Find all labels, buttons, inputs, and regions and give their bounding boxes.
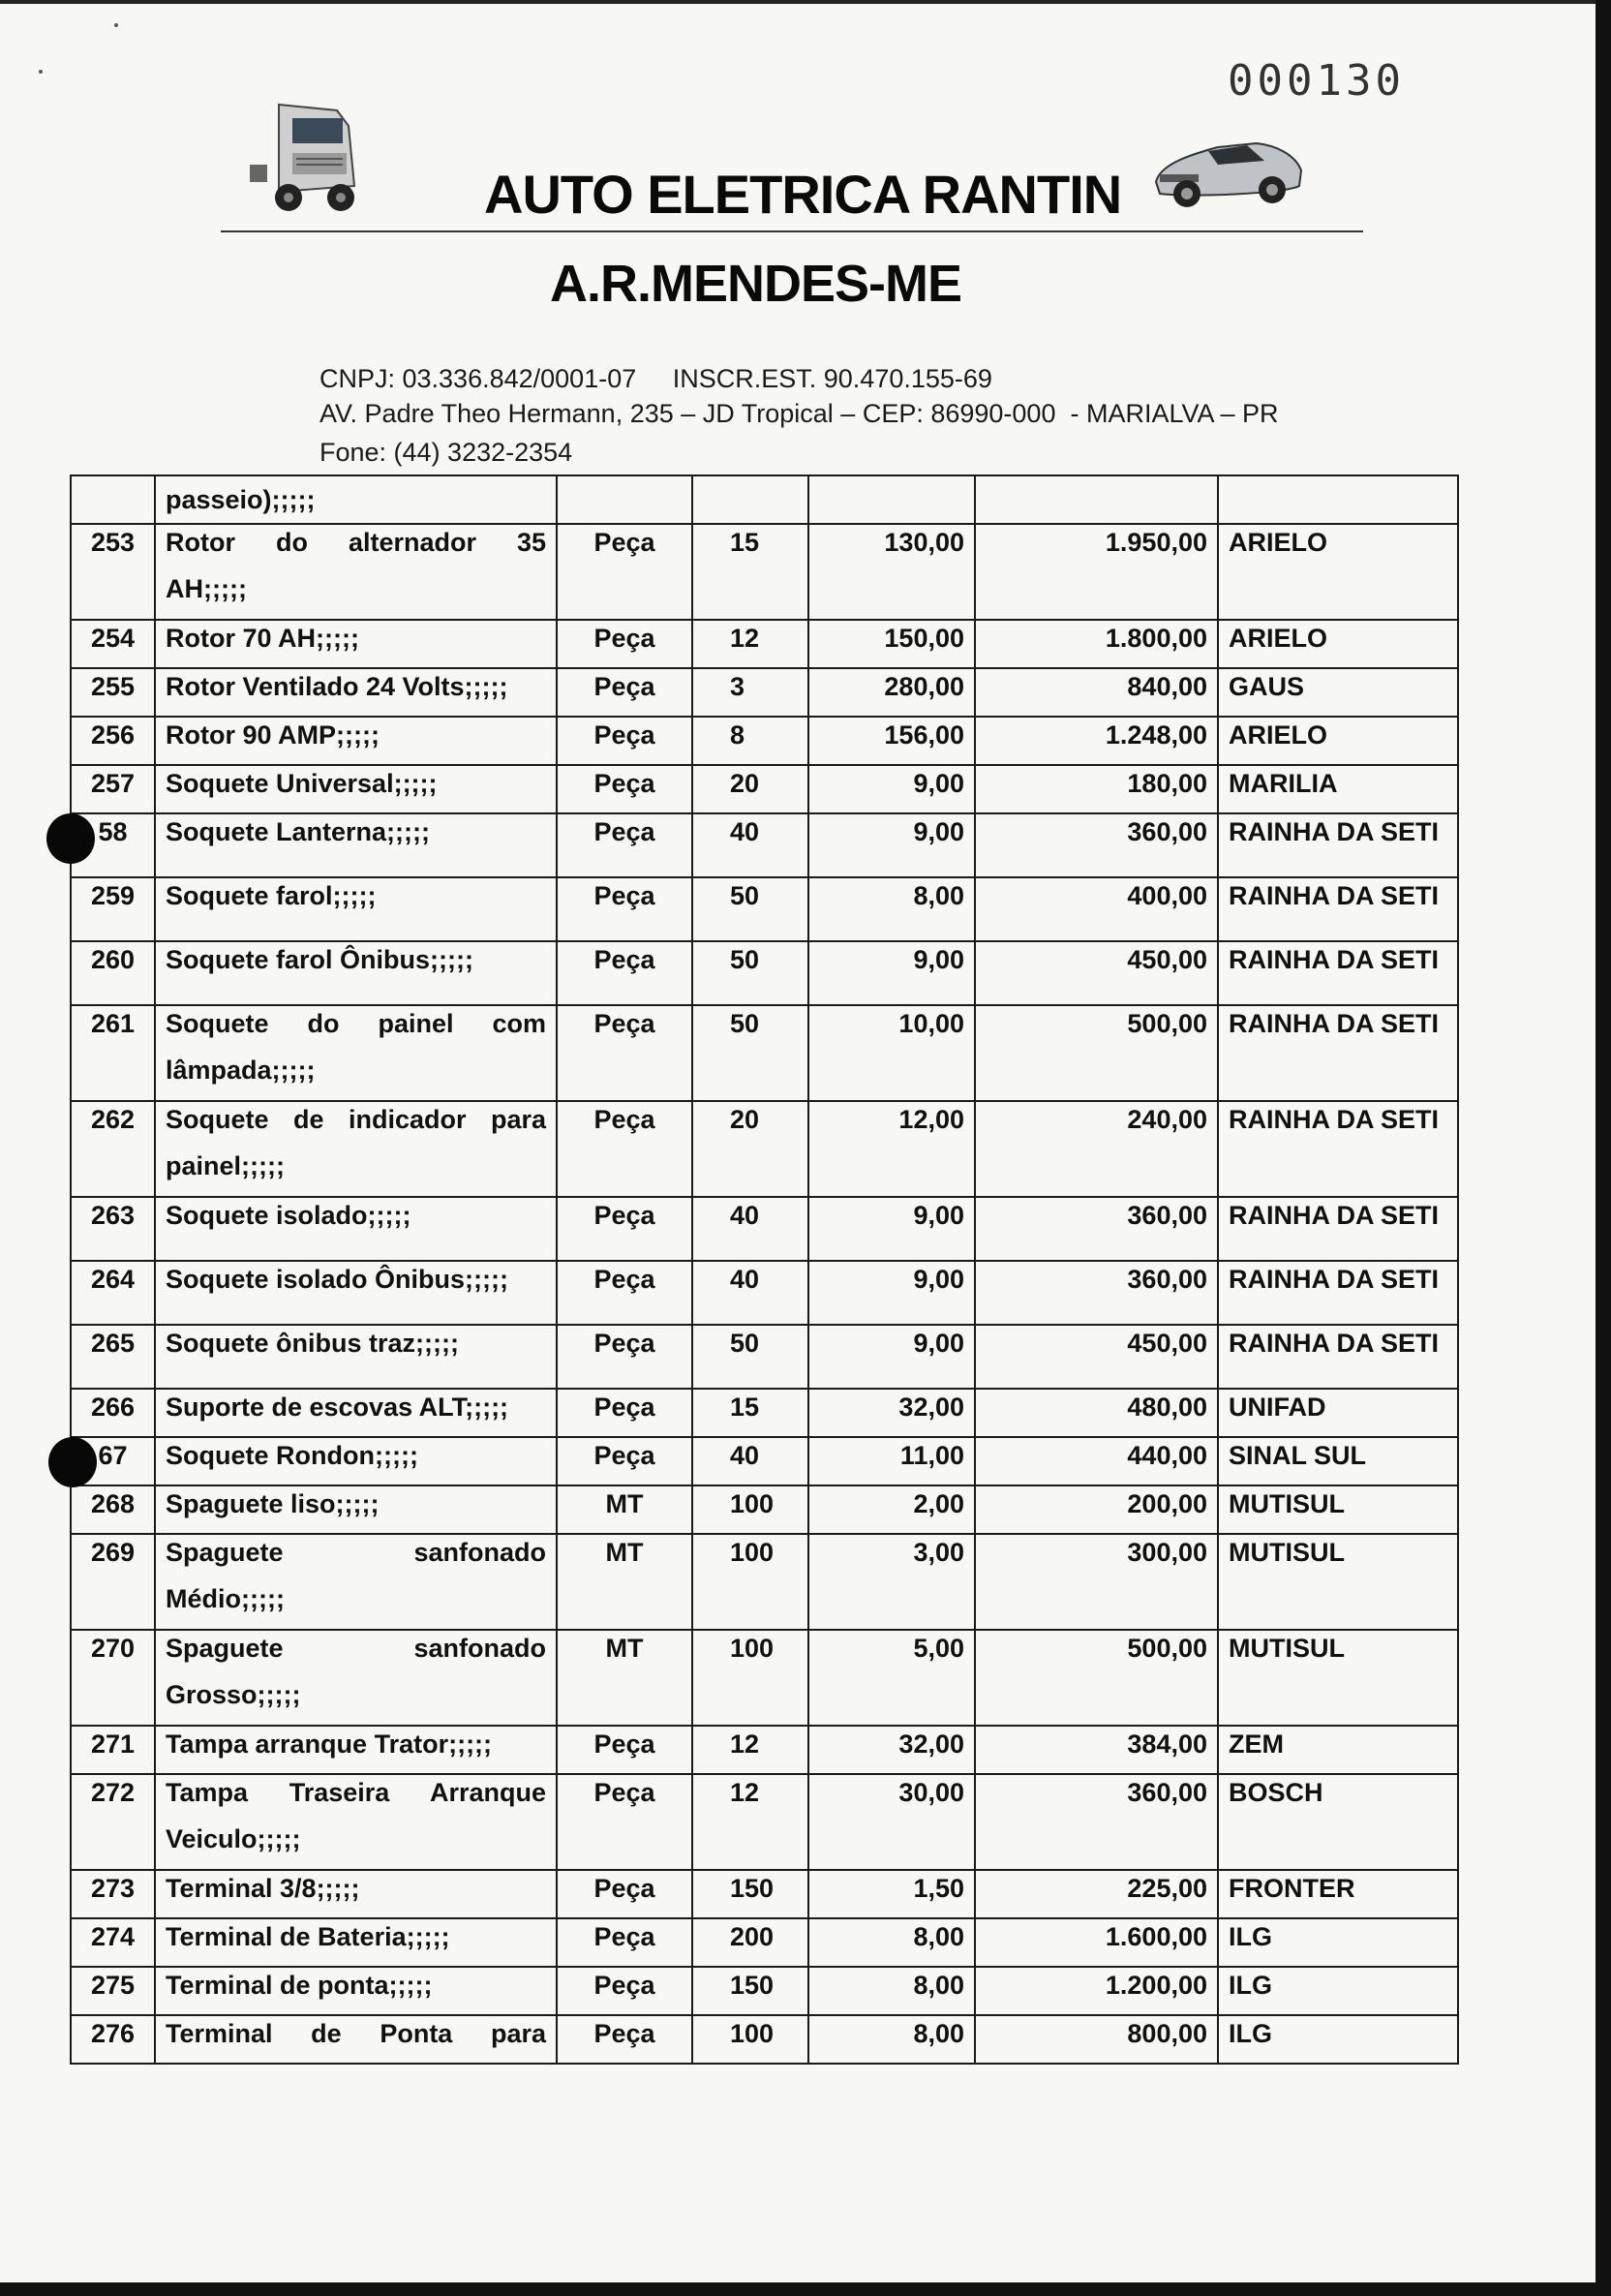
cell-price: 32,00 <box>808 1726 975 1774</box>
cell-num: 265 <box>71 1325 155 1389</box>
cell-brand: ILG <box>1218 1918 1458 1967</box>
cell-unit: Peça <box>557 1774 692 1870</box>
desc-line-1: Terminal 3/8;;;;; <box>166 1874 360 1903</box>
cell-unit: Peça <box>557 1967 692 2015</box>
desc-line-2: lâmpada;;;;; <box>166 1056 316 1085</box>
header-divider <box>221 230 1363 232</box>
speck <box>114 23 118 27</box>
cell-qty: 8 <box>692 717 808 765</box>
cell-total: 1.248,00 <box>975 717 1218 765</box>
cell-qty: 20 <box>692 765 808 813</box>
cell-price: 11,00 <box>808 1437 975 1485</box>
table-row-continuation <box>71 475 1458 524</box>
cell-desc <box>155 813 557 877</box>
cell-brand: ARIELO <box>1218 524 1458 620</box>
cell-desc <box>155 1005 557 1101</box>
page-edge-right <box>1596 0 1611 2296</box>
cell-num: 266 <box>71 1389 155 1437</box>
cell-total: 840,00 <box>975 668 1218 717</box>
cell-desc <box>155 941 557 1005</box>
table-row <box>71 620 1458 668</box>
cell-desc <box>155 1261 557 1325</box>
desc-line-1: Soquete ônibus traz;;;;; <box>166 1329 459 1358</box>
cell-desc <box>155 765 557 813</box>
cell-qty: 12 <box>692 1774 808 1870</box>
desc-line-1: Tampa Traseira Arranque <box>166 1778 546 1807</box>
cell-price: 150,00 <box>808 620 975 668</box>
cell-unit: Peça <box>557 1870 692 1918</box>
cell-price: 12,00 <box>808 1101 975 1197</box>
table-row <box>71 1870 1458 1918</box>
cell-total: 1.950,00 <box>975 524 1218 620</box>
desc-line-1: Soquete farol Ônibus;;;;; <box>166 945 473 974</box>
desc-line-2: Grosso;;;;; <box>166 1680 301 1709</box>
cnpj-line: CNPJ: 03.336.842/0001-07 INSCR.EST. 90.470.155-69 <box>319 364 992 393</box>
cell-num: 271 <box>71 1726 155 1774</box>
cell-num: 273 <box>71 1870 155 1918</box>
cell-desc <box>155 877 557 941</box>
cell-total: 1.800,00 <box>975 620 1218 668</box>
cell-total: 440,00 <box>975 1437 1218 1485</box>
cell-num <box>71 475 155 524</box>
cell-desc <box>155 620 557 668</box>
cell-qty: 50 <box>692 1005 808 1101</box>
desc-line-1: Soquete Lanterna;;;;; <box>166 817 430 846</box>
desc-line-1: Tampa arranque Trator;;;;; <box>166 1730 493 1759</box>
cell-total: 240,00 <box>975 1101 1218 1197</box>
cell-desc <box>155 1485 557 1534</box>
cell-price: 8,00 <box>808 2015 975 2064</box>
desc-line-1: Soquete farol;;;;; <box>166 881 377 910</box>
cell-total: 384,00 <box>975 1726 1218 1774</box>
punch-hole <box>46 813 95 864</box>
cell-num: 260 <box>71 941 155 1005</box>
table-row <box>71 1389 1458 1437</box>
cell-brand: RAINHA DA SETI <box>1218 1261 1458 1325</box>
desc-line-1: Spaguete sanfonado <box>166 1634 546 1663</box>
cell-price: 9,00 <box>808 765 975 813</box>
cell-brand: ARIELO <box>1218 717 1458 765</box>
cell-num: 274 <box>71 1918 155 1967</box>
cell-num: 268 <box>71 1485 155 1534</box>
desc-line-1: Rotor 70 AH;;;;; <box>166 624 359 653</box>
cell-qty: 50 <box>692 941 808 1005</box>
table-row <box>71 1485 1458 1534</box>
company-subname: A.R.MENDES-ME <box>550 255 962 313</box>
cell-unit: Peça <box>557 2015 692 2064</box>
cell-qty: 50 <box>692 877 808 941</box>
truck-logo-icon <box>240 97 376 217</box>
cell-num: 254 <box>71 620 155 668</box>
cell-total: 360,00 <box>975 1261 1218 1325</box>
cell-qty <box>692 475 808 524</box>
cell-unit: Peça <box>557 1437 692 1485</box>
cell-qty: 40 <box>692 1197 808 1261</box>
cell-brand: GAUS <box>1218 668 1458 717</box>
cell-desc <box>155 1967 557 2015</box>
cell-unit: Peça <box>557 1325 692 1389</box>
cell-brand: RAINHA DA SETI <box>1218 877 1458 941</box>
cell-qty: 150 <box>692 1967 808 2015</box>
cell-brand: BOSCH <box>1218 1774 1458 1870</box>
cell-price: 156,00 <box>808 717 975 765</box>
cell-unit: MT <box>557 1630 692 1726</box>
table-row <box>71 1437 1458 1485</box>
cell-brand: FRONTER <box>1218 1870 1458 1918</box>
cell-price: 30,00 <box>808 1774 975 1870</box>
cell-brand: ARIELO <box>1218 620 1458 668</box>
cell-brand: RAINHA DA SETI <box>1218 813 1458 877</box>
desc-line-1: Terminal de Ponta para <box>166 2019 546 2048</box>
desc-line-1: Soquete Rondon;;;;; <box>166 1441 418 1470</box>
cell-num: 253 <box>71 524 155 620</box>
cell-brand: MUTISUL <box>1218 1630 1458 1726</box>
cell-desc <box>155 668 557 717</box>
table-row <box>71 1325 1458 1389</box>
cell-unit: Peça <box>557 1389 692 1437</box>
cell-unit: Peça <box>557 1101 692 1197</box>
cell-num: 259 <box>71 877 155 941</box>
desc-line-1: Soquete Universal;;;;; <box>166 769 438 798</box>
items-table <box>70 475 1459 2065</box>
company-name: AUTO ELETRICA RANTIN <box>484 164 1122 225</box>
cell-unit: Peça <box>557 524 692 620</box>
cell-total: 360,00 <box>975 813 1218 877</box>
cell-total: 500,00 <box>975 1630 1218 1726</box>
cell-total: 450,00 <box>975 1325 1218 1389</box>
cell-desc <box>155 1197 557 1261</box>
cell-qty: 12 <box>692 1726 808 1774</box>
table-row <box>71 877 1458 941</box>
table-row <box>71 668 1458 717</box>
cell-total: 225,00 <box>975 1870 1218 1918</box>
cell-total: 500,00 <box>975 1005 1218 1101</box>
desc-line-1: Rotor do alternador 35 <box>166 528 546 557</box>
table-row <box>71 1197 1458 1261</box>
cell-desc <box>155 1389 557 1437</box>
cell-total: 800,00 <box>975 2015 1218 2064</box>
cell-num: 276 <box>71 2015 155 2064</box>
cell-num: 262 <box>71 1101 155 1197</box>
table-row <box>71 1774 1458 1870</box>
cell-price: 8,00 <box>808 877 975 941</box>
cell-unit: Peça <box>557 1261 692 1325</box>
page-edge-bottom <box>0 2282 1611 2296</box>
desc-line-1: Suporte de escovas ALT;;;;; <box>166 1393 509 1422</box>
cell-price: 9,00 <box>808 941 975 1005</box>
cell-qty: 100 <box>692 1534 808 1630</box>
cell-desc <box>155 1325 557 1389</box>
cell-num: 272 <box>71 1774 155 1870</box>
cell-unit: Peça <box>557 620 692 668</box>
cell-brand: RAINHA DA SETI <box>1218 941 1458 1005</box>
cell-unit: Peça <box>557 717 692 765</box>
cell-total: 1.200,00 <box>975 1967 1218 2015</box>
cell-price: 5,00 <box>808 1630 975 1726</box>
table-row <box>71 524 1458 620</box>
desc-line-1: Rotor 90 AMP;;;;; <box>166 720 380 750</box>
cell-price: 8,00 <box>808 1967 975 2015</box>
table-row <box>71 1967 1458 2015</box>
cell-num: 256 <box>71 717 155 765</box>
desc-line-2: Médio;;;;; <box>166 1584 285 1613</box>
desc-line-2: Veiculo;;;;; <box>166 1824 301 1853</box>
table-row <box>71 1918 1458 1967</box>
page-edge-top <box>0 0 1611 4</box>
cell-price: 10,00 <box>808 1005 975 1101</box>
cell-total: 400,00 <box>975 877 1218 941</box>
phone-line: Fone: (44) 3232-2354 <box>319 438 573 467</box>
cell-desc <box>155 1630 557 1726</box>
table-row <box>71 813 1458 877</box>
cell-unit: Peça <box>557 668 692 717</box>
desc-line-1: Spaguete liso;;;;; <box>166 1489 380 1518</box>
desc-line-1: Rotor Ventilado 24 Volts;;;;; <box>166 672 508 701</box>
punch-hole <box>48 1437 97 1487</box>
cell-num: 269 <box>71 1534 155 1630</box>
cell-price: 1,50 <box>808 1870 975 1918</box>
cell-qty: 15 <box>692 524 808 620</box>
cell-total: 480,00 <box>975 1389 1218 1437</box>
cell-total: 200,00 <box>975 1485 1218 1534</box>
car-logo-icon <box>1150 126 1307 215</box>
desc-line-2: AH;;;;; <box>166 574 247 603</box>
cell-price: 130,00 <box>808 524 975 620</box>
table-row <box>71 1630 1458 1726</box>
cell-brand: ILG <box>1218 1967 1458 2015</box>
cell-desc: passeio);;;;; <box>155 475 557 524</box>
cell-desc <box>155 717 557 765</box>
cell-brand: ZEM <box>1218 1726 1458 1774</box>
cell-price: 280,00 <box>808 668 975 717</box>
cell-qty: 200 <box>692 1918 808 1967</box>
cell-desc <box>155 2015 557 2064</box>
cell-total: 450,00 <box>975 941 1218 1005</box>
cell-total: 360,00 <box>975 1197 1218 1261</box>
cell-price <box>808 475 975 524</box>
cell-unit: Peça <box>557 1197 692 1261</box>
cell-brand: MUTISUL <box>1218 1534 1458 1630</box>
desc-line-1: Terminal de Bateria;;;;; <box>166 1922 450 1951</box>
cell-desc <box>155 1437 557 1485</box>
table-row <box>71 1534 1458 1630</box>
desc-line-1: Terminal de ponta;;;;; <box>166 1971 433 2000</box>
desc-line-1: Soquete isolado;;;;; <box>166 1201 411 1230</box>
table-row <box>71 717 1458 765</box>
table-row <box>71 765 1458 813</box>
cell-num: 58 <box>71 813 155 877</box>
cell-num: 264 <box>71 1261 155 1325</box>
cell-num: 270 <box>71 1630 155 1726</box>
cell-price: 9,00 <box>808 1325 975 1389</box>
cell-brand: RAINHA DA SETI <box>1218 1101 1458 1197</box>
cell-price: 9,00 <box>808 1197 975 1261</box>
cell-desc <box>155 1101 557 1197</box>
table-row <box>71 941 1458 1005</box>
desc-line-2: painel;;;;; <box>166 1151 285 1180</box>
cell-total: 300,00 <box>975 1534 1218 1630</box>
cell-unit <box>557 475 692 524</box>
cell-brand: SINAL SUL <box>1218 1437 1458 1485</box>
cell-price: 2,00 <box>808 1485 975 1534</box>
cell-desc <box>155 1918 557 1967</box>
cell-price: 8,00 <box>808 1918 975 1967</box>
cell-brand: MUTISUL <box>1218 1485 1458 1534</box>
cell-num: 261 <box>71 1005 155 1101</box>
speck <box>39 70 43 74</box>
cell-desc <box>155 1534 557 1630</box>
cell-unit: Peça <box>557 941 692 1005</box>
cell-qty: 20 <box>692 1101 808 1197</box>
cell-num: 67 <box>71 1437 155 1485</box>
cell-qty: 40 <box>692 813 808 877</box>
cell-qty: 100 <box>692 1485 808 1534</box>
cell-price: 9,00 <box>808 813 975 877</box>
cell-brand: ILG <box>1218 2015 1458 2064</box>
desc-line-1: Soquete de indicador para <box>166 1105 546 1134</box>
cell-brand: RAINHA DA SETI <box>1218 1197 1458 1261</box>
cell-unit: MT <box>557 1534 692 1630</box>
cell-qty: 100 <box>692 2015 808 2064</box>
cell-unit: Peça <box>557 1005 692 1101</box>
cell-unit: Peça <box>557 1918 692 1967</box>
cell-qty: 12 <box>692 620 808 668</box>
table-row <box>71 2015 1458 2064</box>
cell-price: 9,00 <box>808 1261 975 1325</box>
cell-unit: Peça <box>557 765 692 813</box>
table-row <box>71 1101 1458 1197</box>
cell-total: 360,00 <box>975 1774 1218 1870</box>
table-row <box>71 1261 1458 1325</box>
cell-num: 255 <box>71 668 155 717</box>
cell-qty: 15 <box>692 1389 808 1437</box>
cell-total: 180,00 <box>975 765 1218 813</box>
cell-price: 3,00 <box>808 1534 975 1630</box>
cell-num: 275 <box>71 1967 155 2015</box>
cell-qty: 50 <box>692 1325 808 1389</box>
address-line: AV. Padre Theo Hermann, 235 – JD Tropical – CEP: 86990-000 - MARIALVA – PR <box>319 399 1279 428</box>
cell-total: 1.600,00 <box>975 1918 1218 1967</box>
cell-num: 263 <box>71 1197 155 1261</box>
cell-desc <box>155 524 557 620</box>
cell-unit: Peça <box>557 1726 692 1774</box>
desc-line-1: Spaguete sanfonado <box>166 1538 546 1567</box>
cell-brand: UNIFAD <box>1218 1389 1458 1437</box>
cell-qty: 40 <box>692 1261 808 1325</box>
cell-num: 257 <box>71 765 155 813</box>
cell-qty: 150 <box>692 1870 808 1918</box>
cell-qty: 100 <box>692 1630 808 1726</box>
cell-qty: 3 <box>692 668 808 717</box>
cell-price: 32,00 <box>808 1389 975 1437</box>
cell-total <box>975 475 1218 524</box>
cell-unit: Peça <box>557 813 692 877</box>
cell-desc <box>155 1774 557 1870</box>
cell-unit: MT <box>557 1485 692 1534</box>
table-row <box>71 1005 1458 1101</box>
desc-line-1: Soquete isolado Ônibus;;;;; <box>166 1265 508 1294</box>
page-stamp-number: 000130 <box>1228 56 1405 106</box>
cell-brand <box>1218 475 1458 524</box>
cell-brand: MARILIA <box>1218 765 1458 813</box>
table-row <box>71 1726 1458 1774</box>
cell-unit: Peça <box>557 877 692 941</box>
cell-desc <box>155 1870 557 1918</box>
desc-line-1: Soquete do painel com <box>166 1009 546 1038</box>
cell-desc <box>155 1726 557 1774</box>
cell-brand: RAINHA DA SETI <box>1218 1005 1458 1101</box>
cell-qty: 40 <box>692 1437 808 1485</box>
cell-brand: RAINHA DA SETI <box>1218 1325 1458 1389</box>
